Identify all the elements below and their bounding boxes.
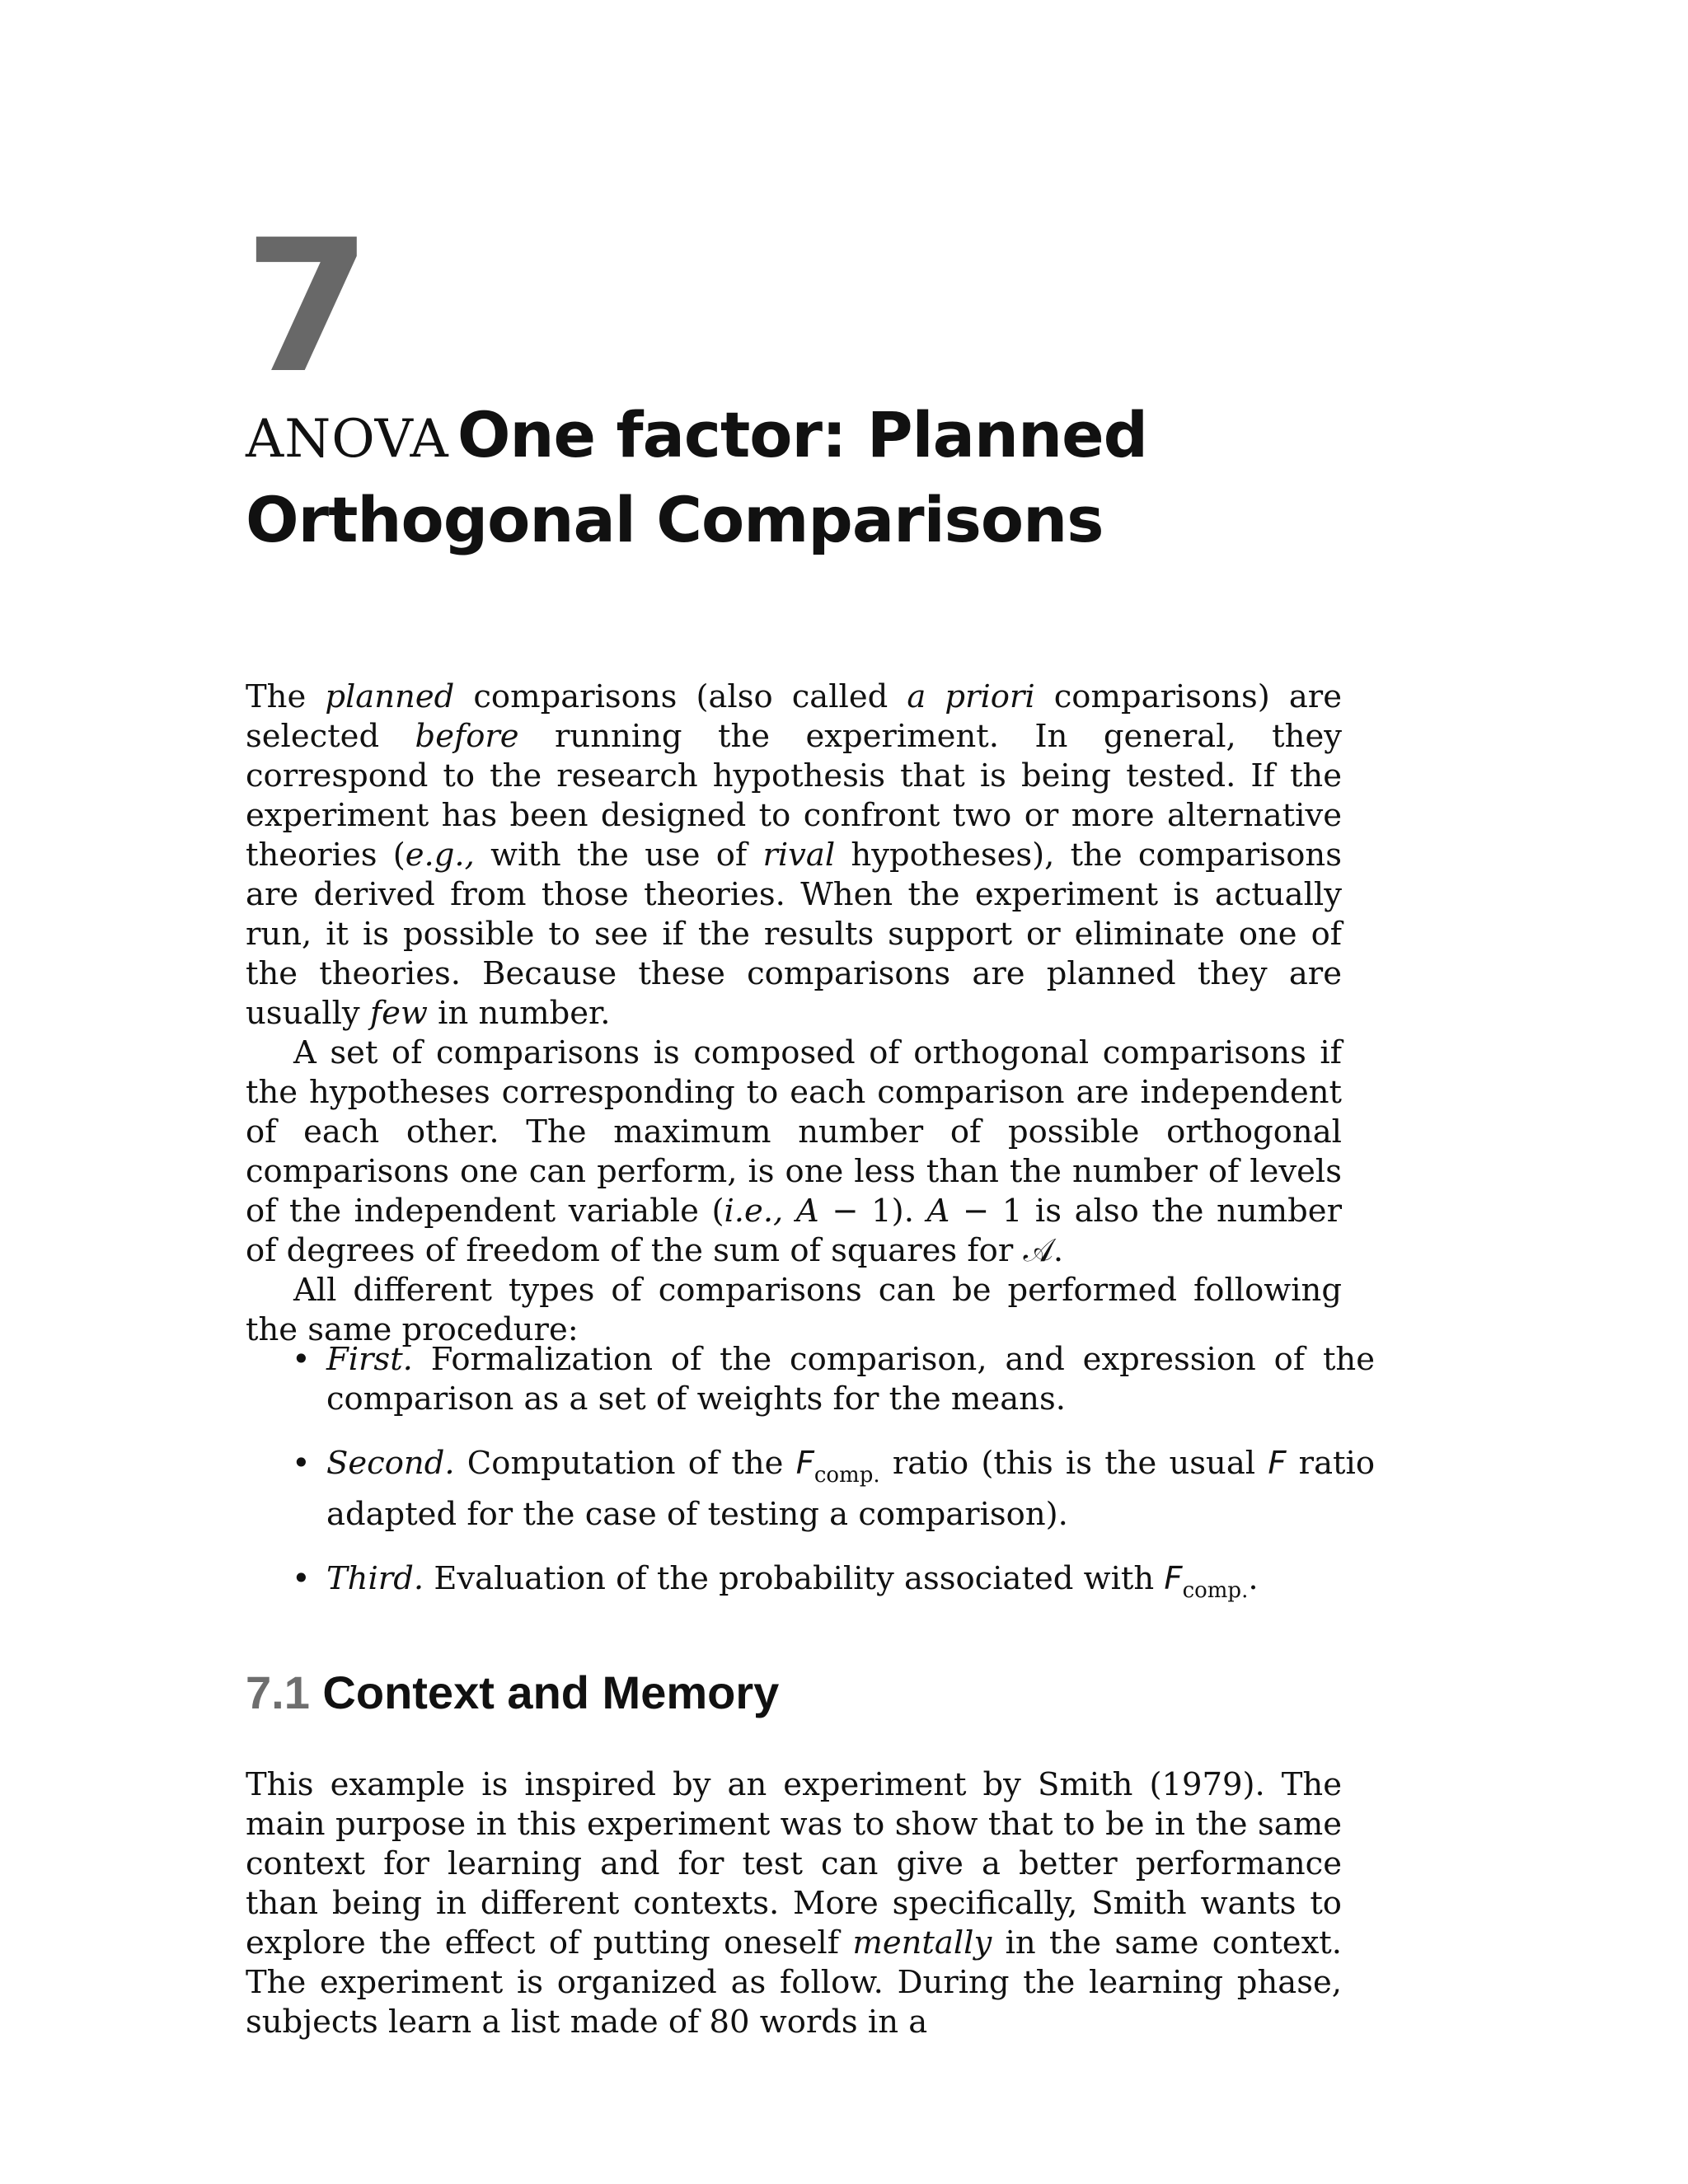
bullet-icon: •	[292, 1560, 311, 1597]
chapter-title	[246, 399, 1482, 569]
section-title: Context and Memory	[322, 1666, 780, 1718]
paragraph: A set of comparisons is composed of orthogonal comparisons if the hypotheses corresponding to each comparison are independent of each other. The maximum number of possible orthogonal comparisons one can perform, is one less than the number of levels of the independent variable (i.e., A − 1). A − 1 is also the number of degrees of freedom of the sum of squares for 𝒜.	[246, 1034, 1342, 1269]
chapter-number: 7	[244, 201, 368, 414]
bullet-icon: •	[292, 1341, 311, 1378]
procedure-list	[246, 1340, 1375, 1635]
chapter-title-line1: One factor: Planned	[457, 398, 1148, 471]
section-heading	[246, 1666, 779, 1719]
list-item: • First. Formalization of the comparison, and expression of the comparison as a set of weights for the means.	[292, 1341, 1375, 1418]
paragraph: This example is inspired by an experiment by Smith (1979). The main purpose in this experiment was to show that to be in the same context for learning and for test can give a better performance than being in different contexts. More specifically, Smith wants to explore the effect of putting oneself mentally in the same context. The experiment is organized as follow. During the learning phase, subjects learn a list made of 80 words in a	[246, 1766, 1342, 2041]
bullet-icon: •	[292, 1445, 311, 1482]
paragraph: All different types of comparisons can be performed following the same procedure:	[246, 1272, 1342, 1348]
intro-text	[246, 677, 1342, 1350]
chapter-title-prefix: ANOVA	[246, 409, 449, 470]
list-item: • Second. Computation of the $F_{comp.}$ ratio (this is the usual F ratio adapted for the case of testing a comparison).	[292, 1445, 1375, 1533]
section-number: 7.1	[246, 1666, 310, 1718]
list-item: • Third. Evaluation of the probability associated with $F_{comp.}$.	[292, 1560, 1259, 1603]
context-text	[246, 1765, 1342, 2042]
chapter-title-line2: Orthogonal Comparisons	[246, 483, 1104, 556]
paragraph: The planned comparisons (also called a priori comparisons) are selected before running the experiment. In general, they correspond to the research hypothesis that is being tested. If the experiment has been designed to confront two or more alternative theories (e.g., with the use of rival hypotheses), the comparisons are derived from those theories. When the experiment is actually run, it is possible to see if the results support or eliminate one of the theories. Because these comparisons are planned they are usually few in number.	[246, 678, 1342, 1032]
